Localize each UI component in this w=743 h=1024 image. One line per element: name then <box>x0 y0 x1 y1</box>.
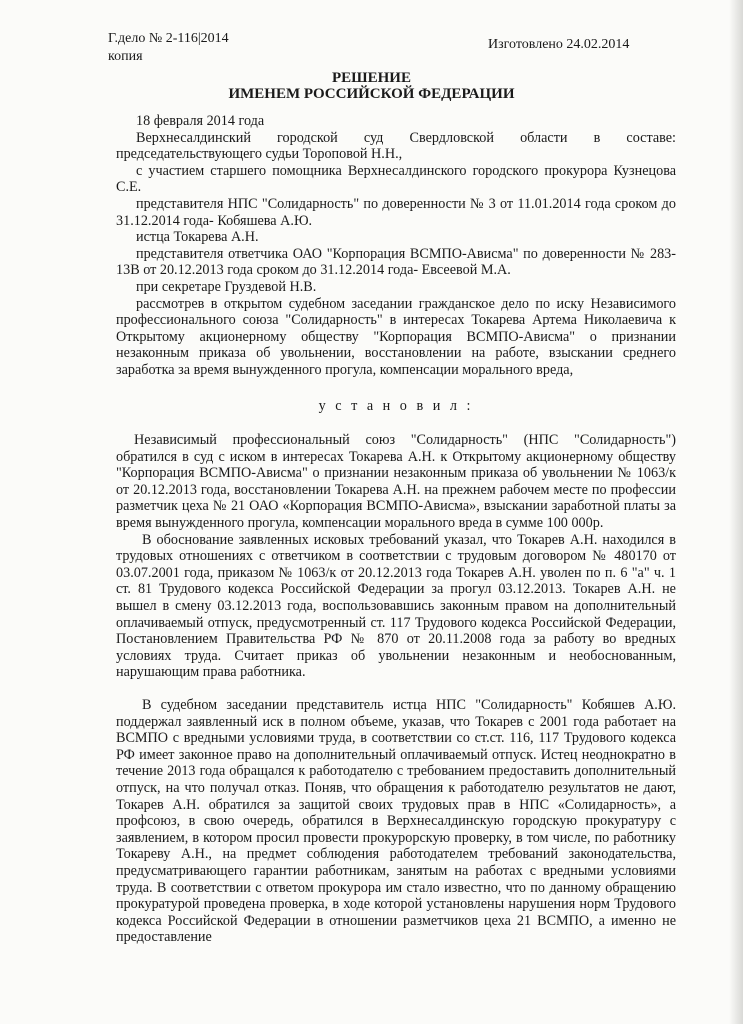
copy-label: копия <box>108 49 143 64</box>
representative-nps: представителя НПС "Солидарность" по доверенности № 3 от 11.01.2014 года сроком до 31.12.2014 года- Кобяшева А.Ю. <box>116 195 676 229</box>
made-on-date: Изготовлено 24.02.2014 <box>488 37 630 52</box>
basis-paragraph: В обоснование заявленных исковых требований указал, что Токарев А.Н. находился в трудовых отношениях с ответчиком в соответствии с трудовым договором № 480170 от 03.07.2001 года, приказом № 1063/к от 20.12.2013 года Токарев А.Н. уволен по п. 6 "а" ч. 1 ст. 81 Трудового кодекса Российской Федерации за прогул 03.12.2013. Токарев А.Н. не вышел в смену 03.12.2013 года, воспользовавшись законным правом на дополнительный оплачиваемый отпуск, предусмотренный ст. 117 Трудового кодекса Российской Федерации, Постановлением Правительства РФ № 870 от 20.11.2008 года за работу во вредных условиях труда. Считает приказ об увольнении незаконным и необоснованным, нарушающим права работника. <box>116 531 676 681</box>
document-body <box>116 113 676 946</box>
established-heading: у с т а н о в и л : <box>318 397 474 414</box>
hearing-paragraph: В судебном заседании представитель истца НПС "Солидарность" Кобяшев А.Ю. поддержал заявленный иск в полном объеме, указав, что Токарев с 2001 года работает на ВСМПО с вредными условиями труда, в соответствии со ст.ст. 116, 117 Трудового кодекса РФ имеет законное право на дополнительный оплачиваемый отпуск. Истец неоднократно в течение 2013 года обращался к работодателю с требованием предоставить дополнительный отпуск, на что получал отказ. Поняв, что обращения к работодателю результатов не дают, Токарев А.Н. обратился за защитой своих трудовых прав в НПС «Солидарность», а профсоюз, в свою очередь, обратился в Верхнесалдинскую городскую прокуратуру с заявлением, в котором просил провести прокурорскую проверку, в том числе, по работнику Токареву А.Н., на предмет соблюдения работодателем требований законодательства, предусматривающего гарантии работникам, занятым на работах с вредными условиями труда. В соответствии с ответом прокурора им стало известно, что по данному обращению прокуратурой проведена проверка, в ходе которой установлены нарушения норм Трудового кодекса Российской Федерации в отношении разметчиков цеха 21 ВСМПО, а именно не предоставление <box>116 697 676 946</box>
court-composition: Верхнесалдинский городской суд Свердловской области в составе: председательствующего судьи Тороповой Н.Н., <box>116 129 676 163</box>
hearing-date: 18 февраля 2014 года <box>136 113 265 129</box>
plaintiff-line: истца Токарева А.Н. <box>136 229 259 246</box>
decision-title: РЕШЕНИЕ <box>332 70 411 86</box>
header-left <box>108 30 229 66</box>
decision-subtitle: ИМЕНЕМ РОССИЙСКОЙ ФЕДЕРАЦИИ <box>228 86 515 102</box>
representative-defendant: представителя ответчика ОАО "Корпорация ВСМПО-Ависма" по доверенности № 283-13В от 20.12.2013 года сроком до 31.12.2014 года- Евсеевой М.А. <box>116 245 676 279</box>
considering-paragraph: рассмотрев в открытом судебном заседании гражданское дело по иску Независимого профессионального союза "Солидарность" в интересах Токарева Артема Николаевича к Открытому акционерному обществу "Корпорация ВСМПО-Ависма" о признании незаконным приказа об увольнении, восстановлении на работе, взыскании среднего заработка за время вынужденного прогула, компенсации морального вреда, <box>116 295 676 378</box>
prosecutor-assistant: с участием старшего помощника Верхнесалдинского городского прокурора Кузнецова С.Е. <box>116 162 676 196</box>
page-edge-shadow <box>729 0 743 1024</box>
case-number: Г.дело № 2-116|2014 <box>108 31 229 46</box>
claim-paragraph: Независимый профессиональный союз "Солидарность" (НПС "Солидарность") обратился в суд с иском в интересах Токарева А.Н. к Открытому акционерному обществу "Корпорация ВСМПО-Ависма" о признании незаконным приказа об увольнении № 1063/к от 20.12.2013 года, восстановлении Токарева А.Н. на прежнем рабочем месте по профессии разметчик цеха № 21 ОАО «Корпорация ВСМПО-Ависма», взыскании заработной платы за время вынужденного прогула, компенсации морального вреда в сумме 100 000р. <box>116 432 676 532</box>
secretary-line: при секретаре Груздевой Н.В. <box>136 278 317 295</box>
